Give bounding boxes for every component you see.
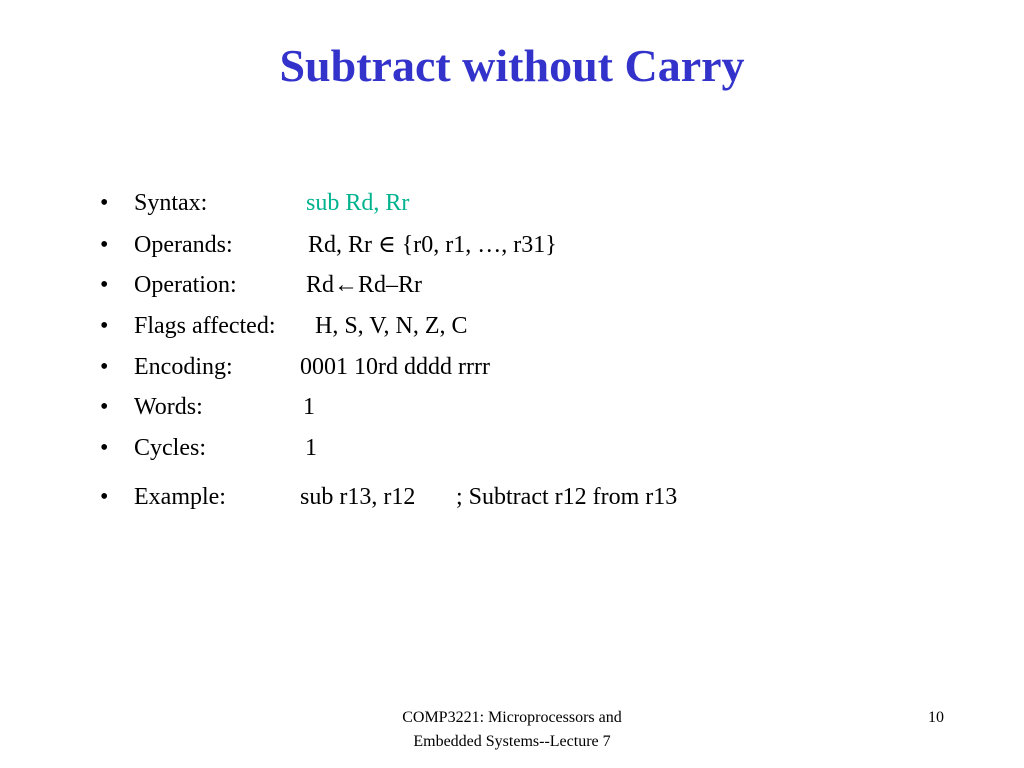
bullet-icon: • — [100, 313, 109, 339]
flags-label: Flags affected: — [134, 313, 276, 339]
encoding-label: Encoding: — [134, 354, 233, 380]
footer-line-2: Embedded Systems--Lecture 7 — [413, 733, 611, 750]
page-number: 10 — [928, 709, 944, 726]
bullet-icon: • — [100, 190, 109, 216]
example-label: Example: — [134, 484, 226, 510]
syntax-label: Syntax: — [134, 190, 208, 216]
example-comment: ; Subtract r12 from r13 — [456, 484, 678, 510]
example-value: sub r13, r12 — [300, 484, 416, 510]
flags-value: H, S, V, N, Z, C — [315, 313, 468, 339]
words-value: 1 — [303, 394, 315, 420]
operation-value: Rd←Rd–Rr — [306, 272, 423, 298]
cycles-label: Cycles: — [134, 435, 206, 461]
operands-label: Operands: — [134, 232, 233, 258]
slide-title: Subtract without Carry — [279, 40, 745, 91]
bullet-icon: • — [100, 272, 109, 298]
words-label: Words: — [134, 394, 203, 420]
bullet-icon: • — [100, 232, 109, 258]
encoding-value: 0001 10rd dddd rrrr — [300, 354, 490, 380]
bullet-icon: • — [100, 484, 109, 510]
footer-line-1: COMP3221: Microprocessors and — [402, 709, 622, 726]
syntax-value: sub Rd, Rr — [306, 190, 410, 216]
bullet-icon: • — [100, 435, 109, 461]
bullet-icon: • — [100, 354, 109, 380]
operands-value: Rd, Rr ∈ {r0, r1, …, r31} — [308, 232, 557, 258]
cycles-value: 1 — [305, 435, 317, 461]
slide-footer — [312, 706, 712, 754]
bullet-icon: • — [100, 394, 109, 420]
operation-label: Operation: — [134, 272, 237, 298]
